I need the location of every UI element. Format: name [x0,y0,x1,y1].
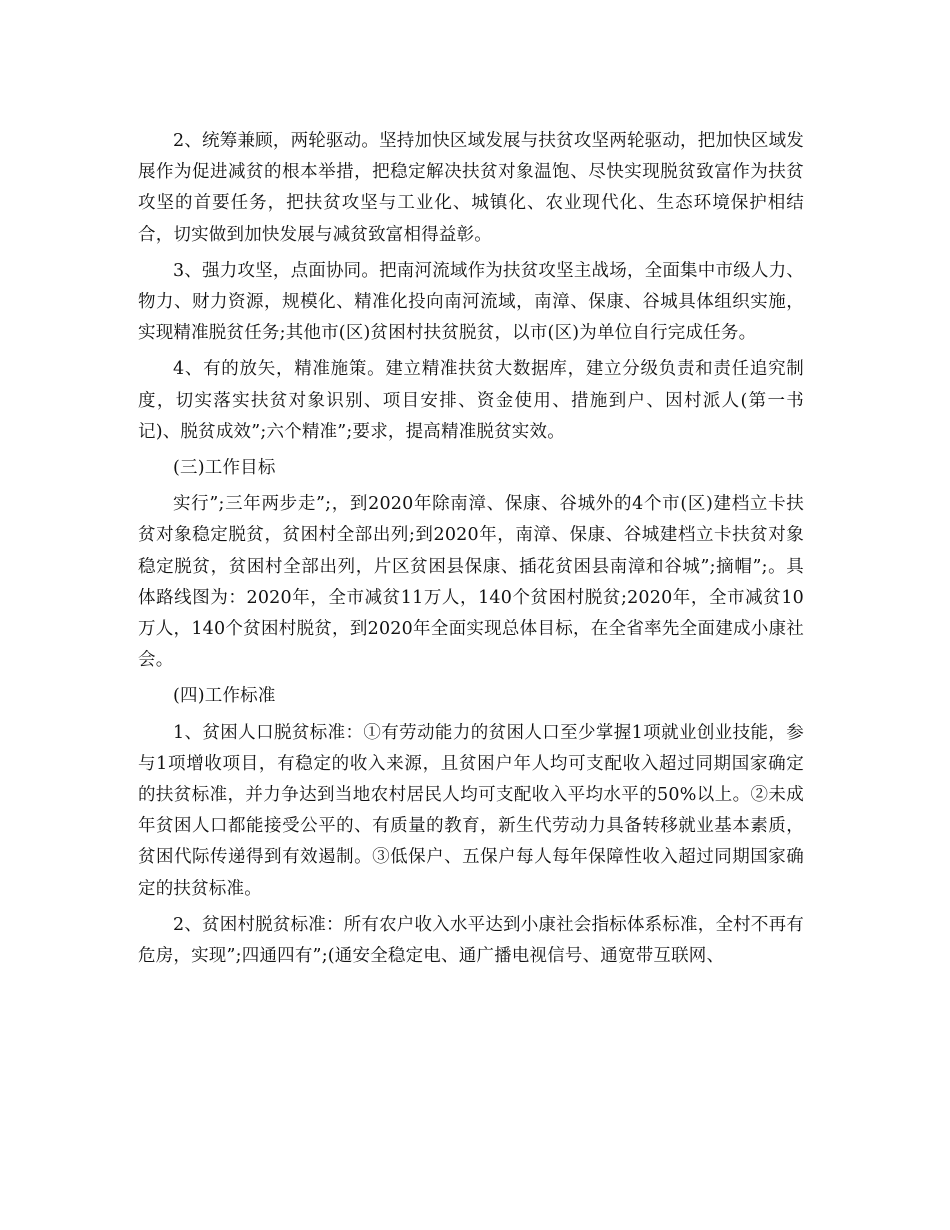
paragraph-standard-1: 1、贫困人口脱贫标准：①有劳动能力的贫困人口至少掌握1项就业创业技能，参与1项增收项目，有稳定的收入来源，且贫困户年人均可支配收入超过同期国家确定的扶贫标准，并力争达到当地农村居民人均可支配收入平均水平的50%以上。②未成年贫困人口都能接受公平的、有质量的教育，新生代劳动力具备转移就业基本素质，贫困代际传递得到有效遏制。③低保户、五保户每人每年保障性收入超过同期国家确定的扶贫标准。 [138,722,804,899]
document-body [138,126,804,972]
paragraph-work-goals: 实行”;三年两步走”;，到2020年除南漳、保康、谷城外的4个市(区)建档立卡扶贫对象稳定脱贫，贫困村全部出列;到2020年，南漳、保康、谷城建档立卡扶贫对象稳定脱贫，贫困村全部出列，片区贫困县保康、插花贫困县南漳和谷城”;摘帽”;。具体路线图为：2020年，全市减贫11万人，140个贫困村脱贫;2020年，全市减贫10万人，140个贫困村脱贫，到2020年全面实现总体目标，在全省率先全面建成小康社会。 [138,494,804,671]
paragraph-principle-3: 3、强力攻坚，点面协同。把南河流域作为扶贫攻坚主战场，全面集中市级人力、物力、财力资源，规模化、精准化投向南河流域，南漳、保康、谷城具体组织实施，实现精准脱贫任务;其他市(区)贫困村扶贫脱贫，以市(区)为单位自行完成任务。 [138,260,804,344]
paragraph-standard-2: 2、贫困村脱贫标准：所有农户收入水平达到小康社会指标体系标准，全村不再有危房，实现”;四通四有”;(通安全稳定电、通广播电视信号、通宽带互联网、 [138,914,804,967]
section-heading-work-standards: (四)工作标准 [173,686,276,707]
section-heading-work-goals: (三)工作目标 [173,458,276,479]
paragraph-principle-2: 2、统筹兼顾，两轮驱动。坚持加快区域发展与扶贫攻坚两轮驱动，把加快区域发展作为促进减贫的根本举措，把稳定解决扶贫对象温饱、尽快实现脱贫致富作为扶贫攻坚的首要任务，把扶贫攻坚与工业化、城镇化、农业现代化、生态环境保护相结合，切实做到加快发展与减贫致富相得益彰。 [138,131,804,245]
paragraph-principle-4: 4、有的放矢，精准施策。建立精准扶贫大数据库，建立分级负责和责任追究制度，切实落实扶贫对象识别、项目安排、资金使用、措施到户、因村派人(第一书记)、脱贫成效”;六个精准”;要求，提高精准脱贫实效。 [138,359,804,442]
